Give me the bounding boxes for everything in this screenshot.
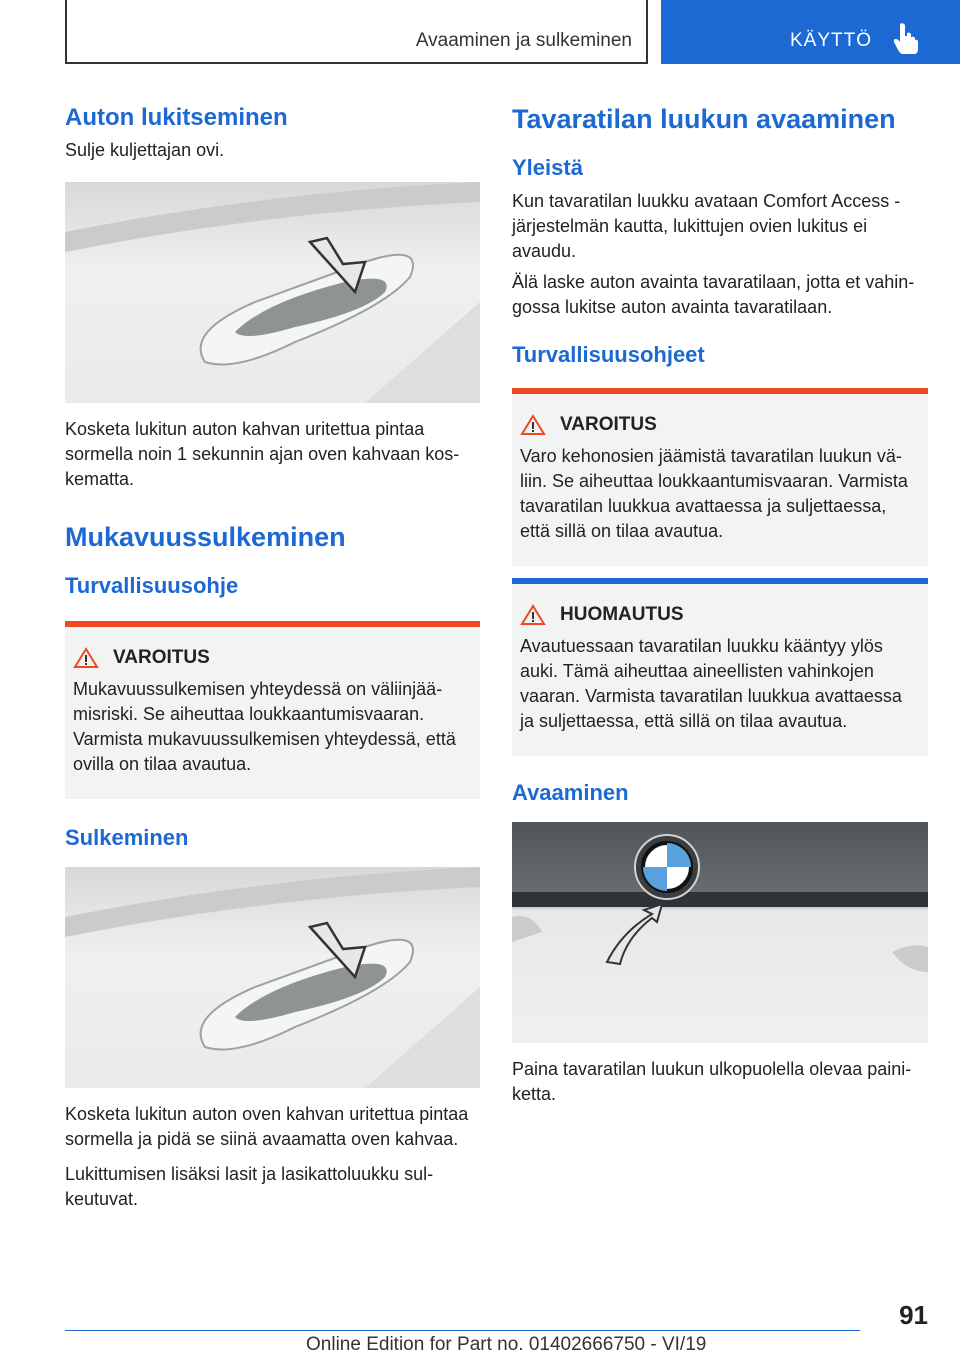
paragraph-key-warning: Älä laske auton avainta tavaratilaan, jotta et vahingossa lukitse auton avainta tavaratilaan. [512, 272, 915, 317]
heading-safety-notes: Turvallisuusohjeet [512, 342, 705, 367]
trunk-warning-text: Varo kehonosien jäämistä tavaratilan luukun väliin. Se aiheuttaa loukkaantumisvaaran. Varmista tavaratilan luukkua avattaessa ja suljettaessa, että sillä on tilaa avautua. [520, 446, 908, 541]
paragraph-touch-handle: Kosketa lukitun auton kahvan uritettua pintaa sormella noin 1 sekunnin ajan oven kahvaan koskematta. [65, 419, 460, 489]
section-title: Avaaminen ja sulkeminen [415, 30, 632, 51]
door-handle-illustration [65, 182, 480, 403]
warning-title: VAROITUS [113, 647, 210, 668]
heading-safety-note: Turvallisuusohje [65, 573, 239, 598]
trunk-note-heading [520, 604, 920, 626]
paragraph-comfort-access: Kun tavaratilan luukku avataan Comfort Access -järjestelmän kautta, lukittujen ovien lukitus ei avaudu. [512, 191, 901, 261]
trunk-note-title: HUOMAUTUS [560, 604, 684, 625]
trunk-warning-title: VAROITUS [560, 414, 657, 435]
trunk-drawing [512, 822, 928, 1043]
door-handle-close-drawing [65, 867, 480, 1088]
trunk-note-box [512, 578, 928, 756]
page-number: 91 [899, 1300, 928, 1330]
heading-car-locking: Auton lukitseminen [65, 104, 288, 131]
door-handle-close-illustration [65, 867, 480, 1088]
chapter-tab-label: KÄYTTÖ [790, 30, 873, 51]
heading-opening: Avaaminen [512, 780, 629, 805]
heading-closing: Sulkeminen [65, 825, 189, 850]
warning-box [65, 621, 480, 799]
warning-heading [73, 647, 472, 669]
paragraph-windows-close: Lukittumisen lisäksi lasit ja lasikattoluukku sulkeutuvat. [65, 1164, 434, 1209]
warning-triangle-icon [520, 414, 546, 436]
chapter-tab[interactable] [661, 0, 960, 64]
door-handle-drawing [65, 182, 480, 403]
paragraph-press-button: Paina tavaratilan luukun ulkopuolella olevaa painiketta. [512, 1059, 912, 1104]
footer-divider [65, 1330, 860, 1331]
trunk-button-illustration [512, 822, 928, 1043]
header-bar [65, 0, 648, 64]
paragraph-close-handle: Kosketa lukitun auton oven kahvan uritettua pintaa sormella ja pidä se siinä avaamatta oven kahvaa. [65, 1104, 469, 1149]
heading-comfort-closing: Mukavuussulkeminen [65, 522, 346, 552]
left-column [65, 104, 480, 1212]
paragraph-close-door: Sulje kuljettajan ovi. [65, 140, 225, 160]
warning-triangle-icon [73, 647, 99, 669]
right-column [512, 104, 928, 1107]
trunk-warning-box [512, 388, 928, 566]
heading-general: Yleistä [512, 155, 583, 180]
trunk-note-text: Avautuessaan tavaratilan luukku kääntyy ylös auki. Tämä aiheuttaa aineellisten vahinkojen vaaran. Varmista tavaratilan luukkua avattaessa ja suljettaessa, että sillä on tilaa avautua. [520, 636, 902, 731]
hand-pointer-icon [893, 22, 919, 54]
trunk-warning-heading [520, 414, 920, 436]
heading-trunk-opening: Tavaratilan luukun avaaminen [512, 104, 896, 134]
warning-text: Mukavuussulkemisen yhteydessä on väliinjäämisriski. Se aiheuttaa loukkaantumisvaaran. Varmista mukavuussulkemisen yhteydessä, että ovilla on tilaa avautua. [73, 679, 456, 774]
edition-footer: Online Edition for Part no. 01402666750 - VI/19 [306, 1334, 707, 1355]
caution-triangle-icon [520, 604, 546, 626]
